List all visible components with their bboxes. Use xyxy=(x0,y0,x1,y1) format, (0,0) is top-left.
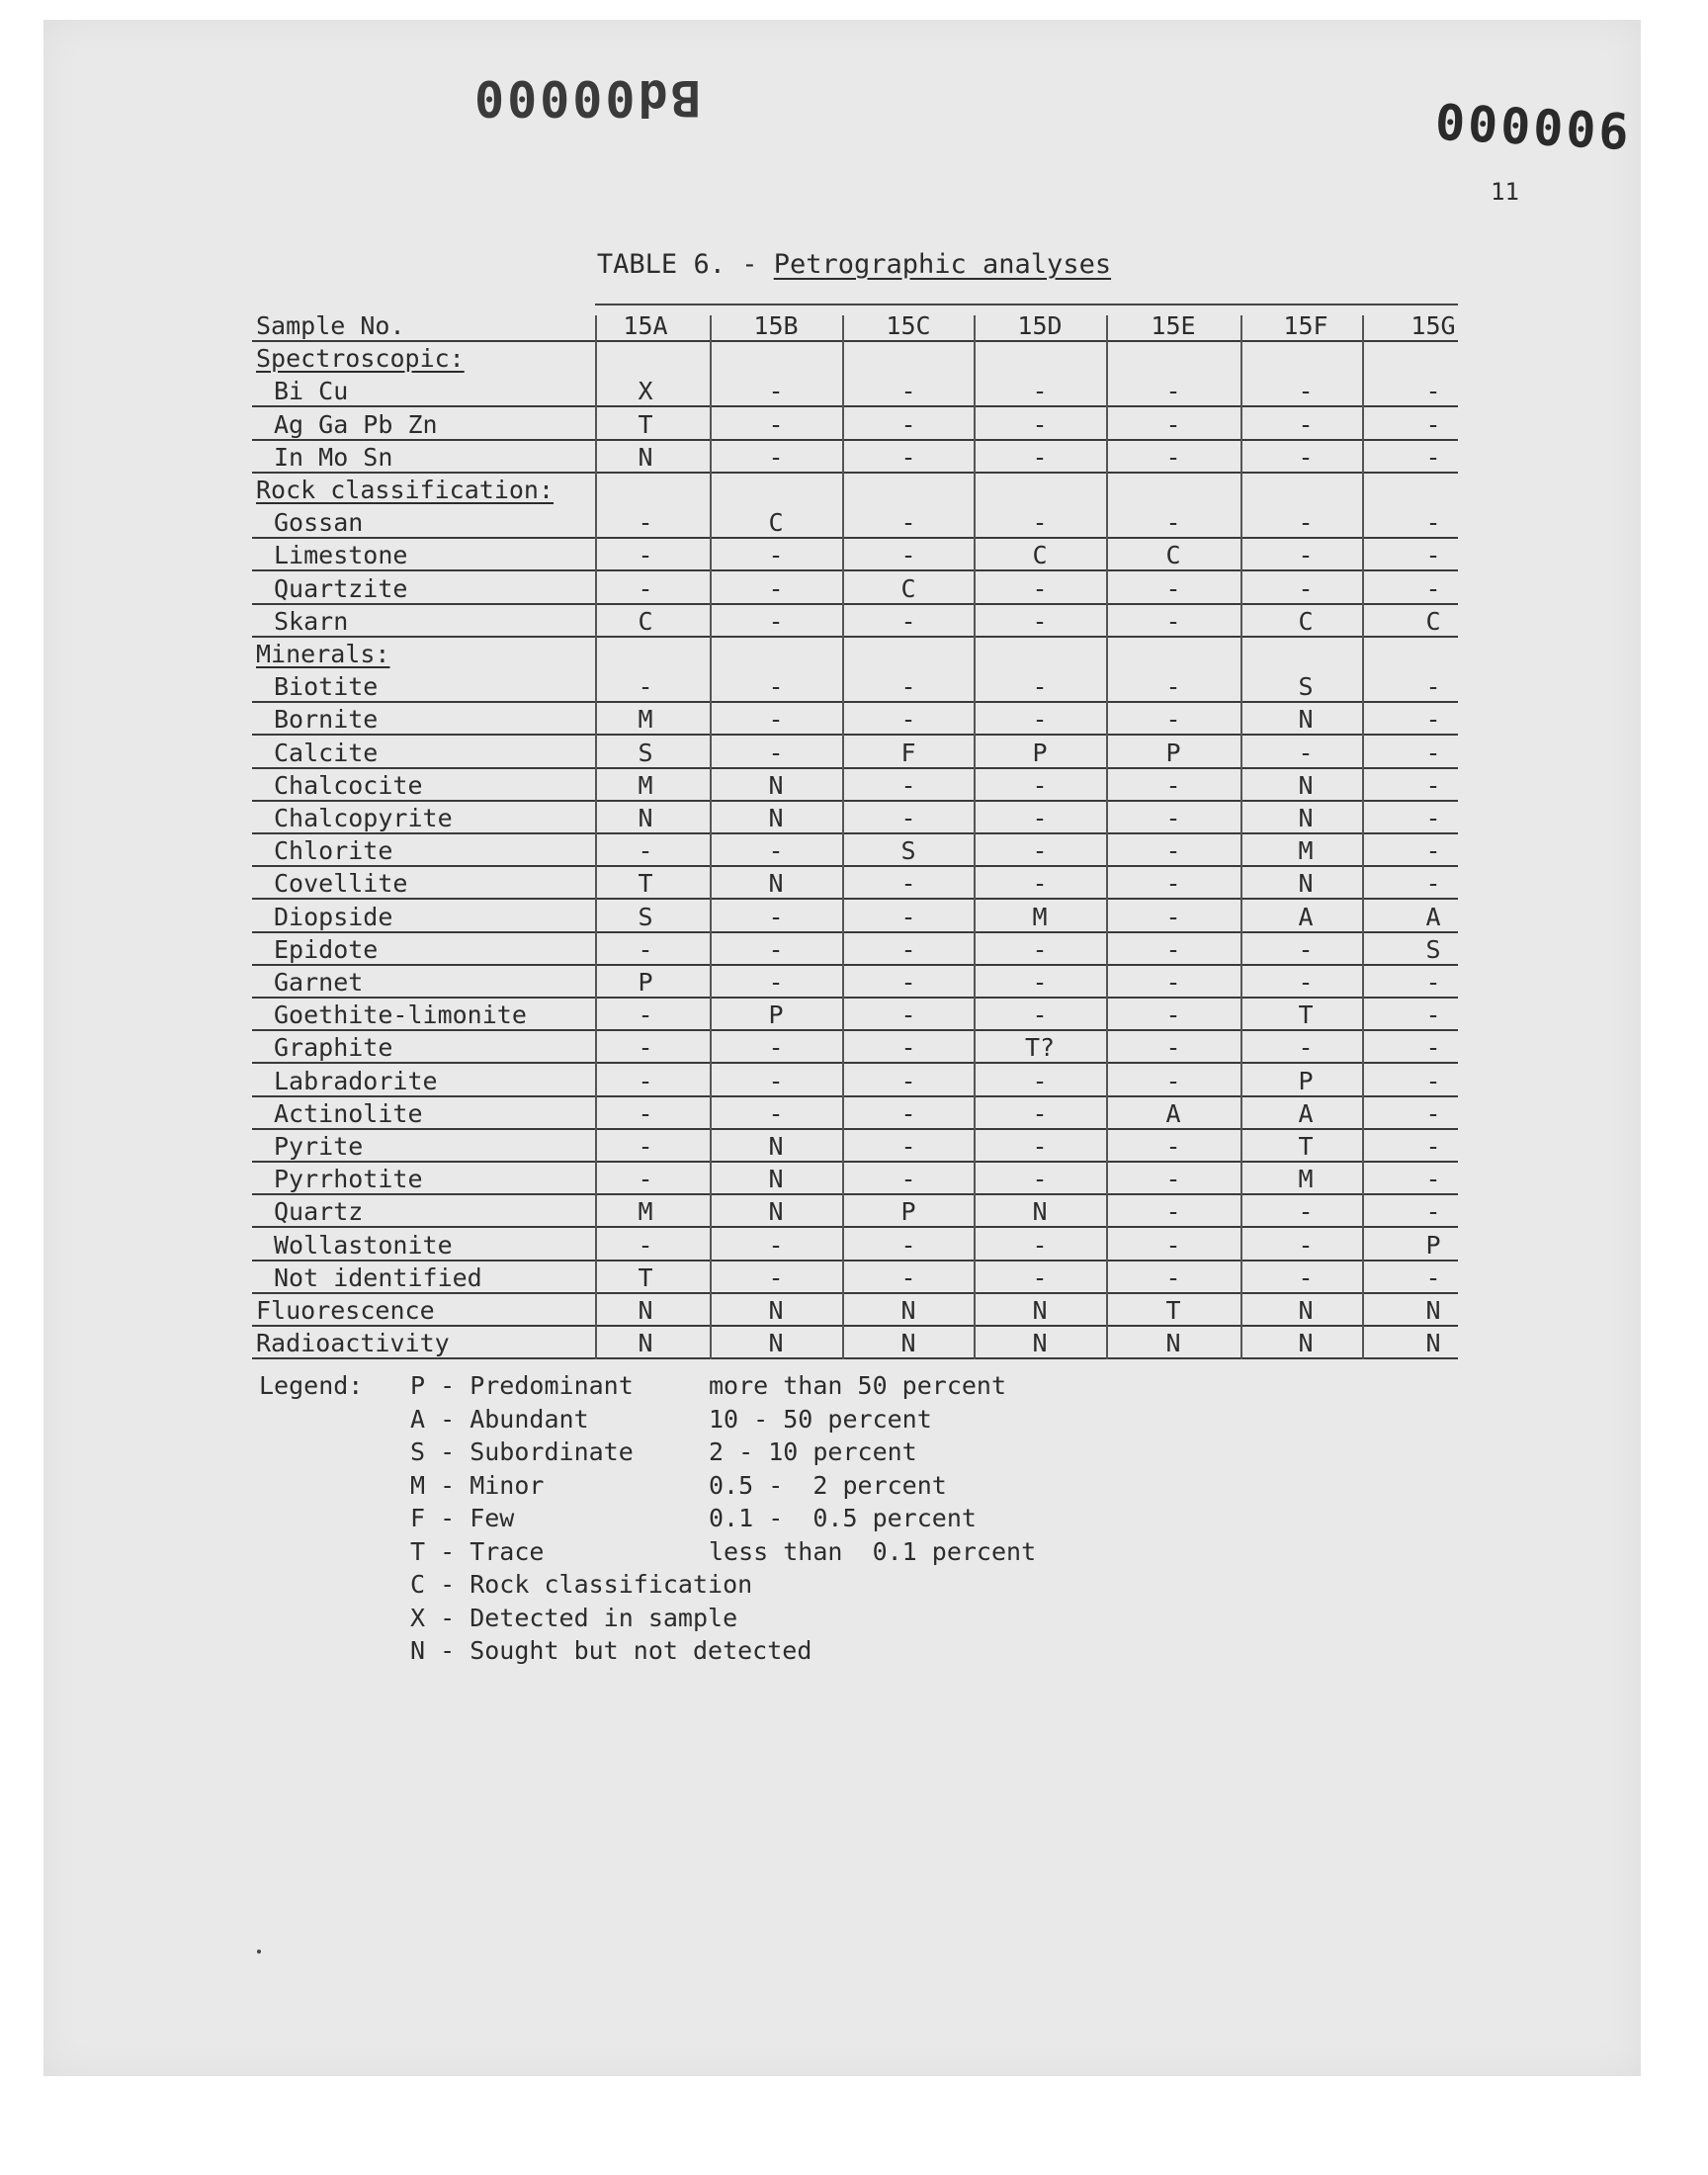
column-header: 15F xyxy=(1283,311,1328,340)
table-cell: S xyxy=(900,836,916,866)
table-cell: - xyxy=(1298,508,1314,538)
table-cell: - xyxy=(1032,836,1048,866)
table-cell: N xyxy=(638,804,653,832)
table-cell: - xyxy=(1032,606,1048,636)
table-cell: - xyxy=(1032,1000,1048,1030)
table-cell: T? xyxy=(1024,1033,1056,1063)
table-cell: - xyxy=(1032,1165,1048,1194)
table-cell: - xyxy=(1032,573,1048,603)
table-cell: T xyxy=(1298,1000,1314,1030)
table-cell: - xyxy=(768,1262,784,1292)
table-row xyxy=(252,1065,1458,1097)
row-label: Skarn xyxy=(274,606,349,636)
table-cell: - xyxy=(900,541,916,570)
table-cell: - xyxy=(768,541,784,570)
table-cell: - xyxy=(1032,1098,1048,1128)
table-row xyxy=(252,966,1458,999)
stray-mark xyxy=(257,1950,261,1954)
row-label: Covellite xyxy=(274,869,408,899)
row-label: Pyrrhotite xyxy=(274,1165,423,1194)
table-cell: - xyxy=(638,541,653,570)
table-cell: - xyxy=(1425,1165,1441,1194)
section-label: Minerals: xyxy=(256,640,390,668)
column-header: 15A xyxy=(623,311,668,340)
column-header: 15B xyxy=(753,311,799,340)
table-cell: - xyxy=(1165,409,1181,439)
row-label: Calcite xyxy=(274,738,379,767)
table-cell: - xyxy=(638,1098,653,1128)
table-cell: M xyxy=(1298,1165,1314,1194)
column-divider xyxy=(710,315,712,1359)
table-row xyxy=(252,1130,1458,1163)
row-label: Bi Cu xyxy=(274,377,349,406)
table-cell: C xyxy=(1298,606,1314,636)
table-cell: - xyxy=(900,606,916,636)
table-cell: - xyxy=(900,869,916,899)
stamp-top-right: 000006 xyxy=(1433,93,1634,162)
table-cell: - xyxy=(900,770,916,800)
table-cell: - xyxy=(768,968,784,997)
table-cell: - xyxy=(638,836,653,866)
table-cell: - xyxy=(768,1033,784,1063)
table-row xyxy=(252,1229,1458,1262)
table-cell: - xyxy=(768,738,784,767)
table-cell: - xyxy=(900,409,916,439)
table-cell: N xyxy=(768,1329,784,1358)
table-cell: - xyxy=(1165,869,1181,899)
table-cell: N xyxy=(768,1197,784,1227)
table-cell: A xyxy=(1298,902,1314,931)
table-cell: A xyxy=(1298,1098,1314,1128)
table-cell: N xyxy=(768,804,784,832)
table-cell: - xyxy=(1032,1262,1048,1292)
table-cell: - xyxy=(1165,934,1181,964)
table-cell: - xyxy=(638,1066,653,1095)
table-cell: - xyxy=(1165,377,1181,406)
legend-item: N - Sought but not detected xyxy=(410,1636,812,1665)
table-cell: - xyxy=(1425,1033,1441,1063)
row-label: Wollastonite xyxy=(274,1230,453,1260)
table-cell: - xyxy=(1425,672,1441,702)
table-row xyxy=(252,1031,1458,1064)
table-cell: N xyxy=(1298,804,1314,832)
table-cell: N xyxy=(1032,1197,1048,1227)
table-cell: - xyxy=(768,409,784,439)
table-row xyxy=(252,670,1458,703)
table-cell: T xyxy=(638,1262,653,1292)
table-cell: N xyxy=(768,1165,784,1194)
table-cell: A xyxy=(1165,1098,1181,1128)
table-cell: P xyxy=(1032,738,1048,767)
table-cell: P xyxy=(638,968,653,997)
table-row xyxy=(252,703,1458,736)
table-top-rule xyxy=(595,304,1458,305)
table-cell: N xyxy=(1032,1296,1048,1325)
title-prefix: TABLE 6. - xyxy=(596,249,774,280)
table-cell: - xyxy=(768,573,784,603)
table-cell: - xyxy=(638,672,653,702)
row-label: Gossan xyxy=(274,508,364,538)
table-cell: - xyxy=(638,573,653,603)
section-label: Rock classification: xyxy=(256,476,555,504)
legend-item: T - Trace xyxy=(410,1536,545,1566)
table-cell: - xyxy=(1298,738,1314,767)
legend-item: X - Detected in sample xyxy=(410,1603,738,1632)
legend-range: 0.1 - 0.5 percent xyxy=(709,1504,977,1532)
table-row xyxy=(252,539,1458,571)
table-cell: - xyxy=(900,1033,916,1063)
table-cell: - xyxy=(1165,1000,1181,1030)
table-cell: P xyxy=(1298,1066,1314,1095)
table-cell: N xyxy=(900,1296,916,1325)
table-cell: - xyxy=(638,1033,653,1063)
table-cell: - xyxy=(1032,934,1048,964)
table-cell: - xyxy=(1032,672,1048,702)
table-cell: - xyxy=(900,672,916,702)
table-cell: - xyxy=(1425,442,1441,472)
table-cell: - xyxy=(1425,1000,1441,1030)
table-cell: - xyxy=(1032,508,1048,538)
row-label: Goethite-limonite xyxy=(274,1000,527,1030)
table-cell: - xyxy=(1032,409,1048,439)
table-cell: C xyxy=(900,573,916,603)
column-divider xyxy=(1362,315,1364,1359)
table-cell: S xyxy=(638,902,653,931)
table-cell: - xyxy=(768,672,784,702)
table-cell: - xyxy=(900,442,916,472)
row-label: Chalcopyrite xyxy=(274,804,453,832)
table-cell: - xyxy=(768,705,784,735)
table-cell: - xyxy=(1032,1132,1048,1161)
table-cell: - xyxy=(1165,770,1181,800)
table-cell: T xyxy=(638,869,653,899)
table-cell: M xyxy=(638,705,653,735)
stamp-top-left: Bd00000 xyxy=(471,69,701,127)
row-label: Biotite xyxy=(274,672,379,702)
table-cell: S xyxy=(1425,934,1441,964)
table-cell: - xyxy=(1425,836,1441,866)
table-cell: - xyxy=(638,1000,653,1030)
table-cell: - xyxy=(1032,1066,1048,1095)
table-cell: - xyxy=(900,1230,916,1260)
column-divider xyxy=(1106,315,1108,1359)
table-cell: - xyxy=(1165,1132,1181,1161)
table-cell: - xyxy=(900,508,916,538)
legend-item: M - Minor xyxy=(410,1470,545,1500)
table-cell: - xyxy=(1032,442,1048,472)
table-cell: N xyxy=(1298,869,1314,899)
row-label: Not identified xyxy=(274,1262,482,1292)
table-cell: - xyxy=(1425,541,1441,570)
table-cell: P xyxy=(1425,1230,1441,1260)
table-cell: - xyxy=(900,1165,916,1194)
table-cell: - xyxy=(1165,968,1181,997)
table-cell: - xyxy=(1165,1197,1181,1227)
table-cell: - xyxy=(1298,1262,1314,1292)
table-cell: N xyxy=(768,1296,784,1325)
header-label: Sample No. xyxy=(256,311,405,340)
row-label: Quartz xyxy=(274,1197,364,1227)
table-cell: - xyxy=(1032,968,1048,997)
table-cell: - xyxy=(900,1098,916,1128)
table-cell: - xyxy=(1165,705,1181,735)
table-cell: - xyxy=(768,836,784,866)
column-divider xyxy=(974,315,976,1359)
table-cell: - xyxy=(638,1132,653,1161)
table-cell: - xyxy=(768,1230,784,1260)
table-cell: - xyxy=(1165,902,1181,931)
table-row xyxy=(252,506,1458,539)
table-cell: - xyxy=(1165,1230,1181,1260)
table-cell: - xyxy=(768,377,784,406)
table-row xyxy=(252,901,1458,933)
legend-range: 2 - 10 percent xyxy=(709,1437,917,1466)
table-cell: X xyxy=(638,377,653,406)
table-cell: - xyxy=(1032,804,1048,832)
table-cell: - xyxy=(900,804,916,832)
legend-item: S - Subordinate xyxy=(410,1437,634,1466)
row-label: Quartzite xyxy=(274,573,408,603)
row-label: Limestone xyxy=(274,541,408,570)
table-cell: - xyxy=(1165,508,1181,538)
table-cell: - xyxy=(1298,1230,1314,1260)
table-cell: - xyxy=(1165,573,1181,603)
table-cell: - xyxy=(1425,968,1441,997)
table-row xyxy=(252,1195,1458,1228)
table-cell: - xyxy=(1425,409,1441,439)
table-row xyxy=(252,834,1458,867)
table-cell: - xyxy=(1425,1098,1441,1128)
row-label: Labradorite xyxy=(274,1066,438,1095)
table-cell: - xyxy=(1032,1230,1048,1260)
section-row xyxy=(252,342,1458,375)
table-cell: - xyxy=(638,1165,653,1194)
table-row xyxy=(252,605,1458,638)
table-cell: N xyxy=(638,442,653,472)
table-cell: - xyxy=(1032,705,1048,735)
row-label: Chlorite xyxy=(274,836,393,866)
table-row xyxy=(252,737,1458,769)
column-divider xyxy=(1240,315,1242,1359)
table-row xyxy=(252,1163,1458,1195)
table-cell: N xyxy=(1298,770,1314,800)
row-label: Epidote xyxy=(274,934,379,964)
table-cell: - xyxy=(768,606,784,636)
table-cell: - xyxy=(1425,508,1441,538)
table-cell: - xyxy=(900,902,916,931)
legend-range: less than 0.1 percent xyxy=(709,1536,1037,1566)
table-cell: - xyxy=(638,1230,653,1260)
table-cell: - xyxy=(1425,770,1441,800)
row-label: Graphite xyxy=(274,1033,393,1063)
table-cell: - xyxy=(1425,1132,1441,1161)
table-cell: T xyxy=(1165,1296,1181,1325)
table-cell: - xyxy=(900,705,916,735)
table-cell: - xyxy=(638,508,653,538)
table-row xyxy=(252,1327,1458,1359)
table-cell: - xyxy=(1425,1066,1441,1095)
row-label: Radioactivity xyxy=(256,1329,450,1358)
column-header: 15G xyxy=(1410,311,1456,340)
table-cell: - xyxy=(1032,869,1048,899)
table-cell: - xyxy=(768,442,784,472)
table-row xyxy=(252,769,1458,802)
table-cell: N xyxy=(1298,705,1314,735)
table-cell: N xyxy=(1165,1329,1181,1358)
row-label: In Mo Sn xyxy=(274,442,393,472)
row-label: Diopside xyxy=(274,902,393,931)
table-cell: C xyxy=(1165,541,1181,570)
table-cell: N xyxy=(638,1329,653,1358)
table-cell: - xyxy=(1298,573,1314,603)
table-cell: N xyxy=(1425,1296,1441,1325)
table-cell: M xyxy=(1032,902,1048,931)
table-cell: - xyxy=(1298,1033,1314,1063)
column-divider xyxy=(842,315,844,1359)
table-cell: - xyxy=(1165,442,1181,472)
section-label: Spectroscopic: xyxy=(256,344,465,374)
table-header-row xyxy=(252,309,1458,342)
table-cell: - xyxy=(1032,377,1048,406)
table-cell: - xyxy=(1425,1262,1441,1292)
table-cell: N xyxy=(768,1132,784,1161)
table-cell: - xyxy=(1298,541,1314,570)
table-cell: C xyxy=(1032,541,1048,570)
legend-item: C - Rock classification xyxy=(410,1570,753,1599)
table-cell: N xyxy=(1298,1329,1314,1358)
table-cell: - xyxy=(768,1066,784,1095)
table-cell: N xyxy=(768,770,784,800)
table-cell: N xyxy=(768,869,784,899)
table-cell: - xyxy=(1165,1165,1181,1194)
section-row xyxy=(252,638,1458,670)
row-label: Pyrite xyxy=(274,1132,364,1161)
table-cell: - xyxy=(1298,377,1314,406)
table-title xyxy=(0,249,1708,280)
table-cell: - xyxy=(900,1132,916,1161)
table-cell: - xyxy=(1298,1197,1314,1227)
table-cell: N xyxy=(1425,1329,1441,1358)
table-cell: F xyxy=(900,738,916,767)
table-row xyxy=(252,1262,1458,1294)
table-cell: C xyxy=(768,508,784,538)
table-cell: - xyxy=(900,968,916,997)
table-cell: N xyxy=(638,1296,653,1325)
column-header: 15D xyxy=(1017,311,1063,340)
table-cell: M xyxy=(1298,836,1314,866)
table-cell: A xyxy=(1425,902,1441,931)
table-row xyxy=(252,441,1458,474)
table-cell: M xyxy=(638,1197,653,1227)
column-header: 15C xyxy=(886,311,931,340)
column-header: 15E xyxy=(1151,311,1196,340)
table-cell: - xyxy=(1165,804,1181,832)
page-number: 11 xyxy=(1491,178,1519,206)
table-cell: - xyxy=(1425,573,1441,603)
table-cell: - xyxy=(1298,934,1314,964)
table-cell: - xyxy=(1032,770,1048,800)
table-cell: - xyxy=(1165,1066,1181,1095)
table-cell: - xyxy=(1165,1033,1181,1063)
table-cell: C xyxy=(1425,606,1441,636)
table-cell: - xyxy=(1165,672,1181,702)
table-cell: - xyxy=(1165,1262,1181,1292)
table-cell: S xyxy=(638,738,653,767)
table-cell: - xyxy=(1425,804,1441,832)
table-cell: - xyxy=(638,934,653,964)
table-cell: - xyxy=(768,902,784,931)
table-row xyxy=(252,375,1458,407)
table-cell: - xyxy=(1165,836,1181,866)
table-cell: - xyxy=(768,934,784,964)
legend-range: 0.5 - 2 percent xyxy=(709,1470,947,1500)
table-cell: - xyxy=(1425,1197,1441,1227)
legend-item: A - Abundant xyxy=(410,1404,589,1434)
table-cell: - xyxy=(1425,705,1441,735)
title-main: Petrographic analyses xyxy=(773,249,1112,280)
row-label: Fluorescence xyxy=(256,1296,435,1325)
table-cell: N xyxy=(1298,1296,1314,1325)
table-cell: - xyxy=(1298,409,1314,439)
table-cell: T xyxy=(1298,1132,1314,1161)
row-label: Garnet xyxy=(274,968,364,997)
table-cell: - xyxy=(900,1262,916,1292)
table-cell: - xyxy=(900,377,916,406)
table-row xyxy=(252,867,1458,900)
table-cell: P xyxy=(900,1197,916,1227)
row-label: Ag Ga Pb Zn xyxy=(274,409,438,439)
table-cell: - xyxy=(1425,869,1441,899)
table-cell: - xyxy=(1425,738,1441,767)
row-label: Actinolite xyxy=(274,1098,423,1128)
table-row xyxy=(252,933,1458,966)
table-cell: S xyxy=(1298,672,1314,702)
table-cell: M xyxy=(638,770,653,800)
table-row xyxy=(252,1097,1458,1130)
column-divider xyxy=(595,315,597,1359)
legend-range: more than 50 percent xyxy=(709,1371,1007,1400)
table-cell: - xyxy=(900,1000,916,1030)
table-cell: N xyxy=(900,1329,916,1358)
table-row xyxy=(252,999,1458,1031)
table-row xyxy=(252,408,1458,441)
table-cell: - xyxy=(1425,377,1441,406)
table-cell: - xyxy=(900,934,916,964)
table-cell: - xyxy=(1298,442,1314,472)
table-cell: - xyxy=(1165,606,1181,636)
table-cell: T xyxy=(638,409,653,439)
table-row xyxy=(252,572,1458,605)
legend-item: P - Predominant xyxy=(410,1371,634,1400)
table-cell: - xyxy=(900,1066,916,1095)
table-row xyxy=(252,802,1458,834)
legend-heading: Legend: xyxy=(259,1371,364,1400)
table-cell: P xyxy=(1165,738,1181,767)
row-label: Chalcocite xyxy=(274,770,423,800)
table-cell: C xyxy=(638,606,653,636)
table-cell: - xyxy=(1298,968,1314,997)
table-row xyxy=(252,1294,1458,1327)
table-cell: P xyxy=(768,1000,784,1030)
table-cell: - xyxy=(768,1098,784,1128)
table-cell: N xyxy=(1032,1329,1048,1358)
legend-item: F - Few xyxy=(410,1504,515,1532)
legend-range: 10 - 50 percent xyxy=(709,1404,932,1434)
row-label: Bornite xyxy=(274,705,379,735)
section-row xyxy=(252,474,1458,506)
